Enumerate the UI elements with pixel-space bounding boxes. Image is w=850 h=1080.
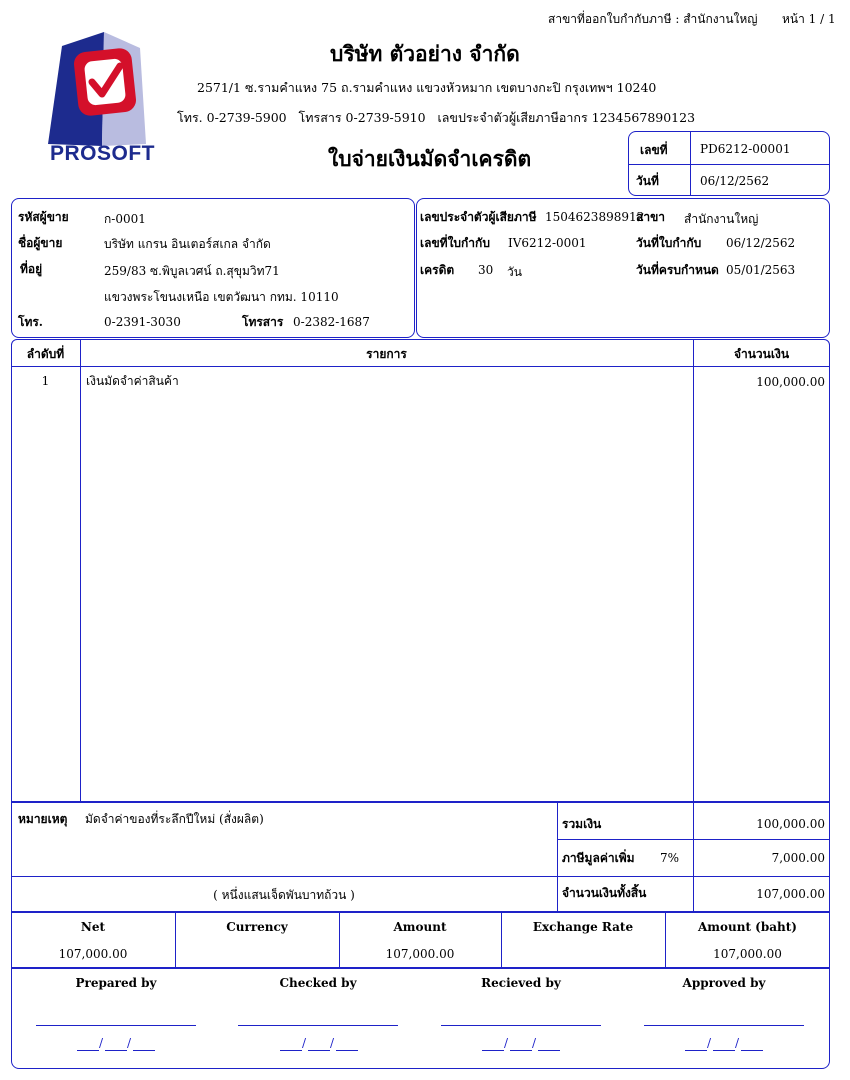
signature-approved-label: Approved by	[682, 976, 766, 990]
vat-rate: 7%	[660, 851, 680, 865]
invoice-no-value: IV6212-0001	[508, 236, 587, 250]
signature-line-approved	[644, 1025, 804, 1026]
remark-label: หมายเหตุ	[18, 812, 68, 826]
items-table	[11, 339, 830, 802]
doc-no-label: เลขที่	[640, 143, 668, 157]
vendor-address-line2: แขวงพระโขนงเหนือ เขตวัฒนา กทม. 10110	[104, 290, 339, 304]
company-address: 2571/1 ซ.รามคำแหง 75 ถ.รามคำแหง แขวงหัวหมาก เขตบางกะปิ กรุงเทพฯ 10240	[197, 80, 657, 95]
currency-value-amount-baht: 107,000.00	[713, 947, 782, 961]
invoice-date-label: วันที่ใบกำกับ	[636, 236, 702, 250]
vendor-address-label: ที่อยู่	[20, 262, 43, 276]
signature-prepared-label: Prepared by	[75, 976, 157, 990]
vendor-code-value: ก-0001	[104, 212, 146, 226]
doc-no-value: PD6212-00001	[700, 142, 791, 156]
prosoft-logo	[40, 28, 170, 178]
taxid-value: 1504623898912	[545, 210, 645, 224]
amount-in-words: ( หนึ่งแสนเจ็ดพันบาทถ้วน )	[213, 888, 355, 902]
row-no: 1	[41, 374, 50, 388]
signature-checked-label: Checked by	[279, 976, 357, 990]
logo-text: PROSOFT	[50, 142, 156, 165]
currency-value-amount: 107,000.00	[385, 947, 455, 961]
vendor-fax-label: โทรสาร	[242, 315, 284, 329]
col-header-no: ลำดับที่	[26, 347, 65, 361]
total-value: 107,000.00	[756, 887, 825, 901]
currency-header-net: Net	[80, 920, 106, 934]
credit-unit: วัน	[507, 265, 522, 279]
page-number: หน้า 1 / 1	[782, 12, 836, 26]
invoice-date-value: 06/12/2562	[726, 236, 796, 250]
doc-date-label: วันที่	[636, 174, 659, 188]
credit-days: 30	[478, 263, 494, 277]
vendor-name-value: บริษัท แกรน อินเตอร์สเกล จำกัด	[104, 237, 271, 251]
remark-value: มัดจำค่าของที่ระลึกปีใหม่ (สั่งผลิต)	[85, 812, 264, 826]
vendor-name-label: ชื่อผู้ขาย	[18, 236, 63, 250]
branch-value: สำนักงานใหญ่	[684, 212, 759, 226]
invoice-no-label: เลขที่ใบกำกับ	[420, 236, 490, 250]
currency-header-currency: Currency	[226, 920, 288, 934]
vat-label: ภาษีมูลค่าเพิ่ม	[562, 851, 635, 865]
vendor-tel-label: โทร.	[18, 315, 43, 329]
row-item: เงินมัดจำค่าสินค้า	[86, 374, 179, 388]
signature-line-checked	[238, 1025, 398, 1026]
vendor-fax-value: 0-2382-1687	[293, 315, 370, 329]
vendor-code-label: รหัสผู้ขาย	[18, 210, 69, 224]
company-contact: โทร. 0-2739-5900 โทรสาร 0-2739-5910 เลขประจำตัวผู้เสียภาษีอากร 1234567890123	[177, 110, 696, 125]
row-amount: 100,000.00	[756, 375, 825, 389]
due-date-value: 05/01/2563	[726, 263, 796, 277]
col-header-amount: จำนวนเงิน	[733, 347, 790, 361]
branch-label: สาขา	[636, 210, 666, 224]
signature-line-received	[441, 1025, 601, 1026]
subtotal-label: รวมเงิน	[562, 817, 602, 831]
due-date-label: วันที่ครบกำหนด	[636, 263, 719, 277]
currency-value-net: 107,000.00	[58, 947, 128, 961]
company-name: บริษัท ตัวอย่าง จำกัด	[330, 41, 520, 66]
signature-received-label: Recieved by	[481, 976, 561, 990]
vendor-tel-value: 0-2391-3030	[104, 315, 181, 329]
doc-date-value: 06/12/2562	[700, 174, 770, 188]
currency-header-amount: Amount	[393, 920, 447, 934]
total-label: จำนวนเงินทั้งสิ้น	[562, 886, 647, 900]
vat-value: 7,000.00	[771, 851, 825, 865]
signature-line-prepared	[36, 1025, 196, 1026]
taxid-label: เลขประจำตัวผู้เสียภาษี	[420, 210, 537, 224]
currency-header-exchange-rate: Exchange Rate	[532, 920, 634, 934]
credit-label: เครดิต	[420, 263, 455, 277]
vendor-address-line1: 259/83 ซ.พิบูลเวศน์ ถ.สุขุมวิท71	[104, 264, 280, 278]
col-header-item: รายการ	[366, 347, 407, 361]
document-title: ใบจ่ายเงินมัดจำเครดิต	[328, 146, 532, 171]
subtotal-value: 100,000.00	[756, 817, 825, 831]
issuing-branch-label: สาขาที่ออกใบกำกับภาษี : สำนักงานใหญ่	[548, 12, 758, 26]
currency-header-amount-baht: Amount (baht)	[698, 920, 797, 934]
